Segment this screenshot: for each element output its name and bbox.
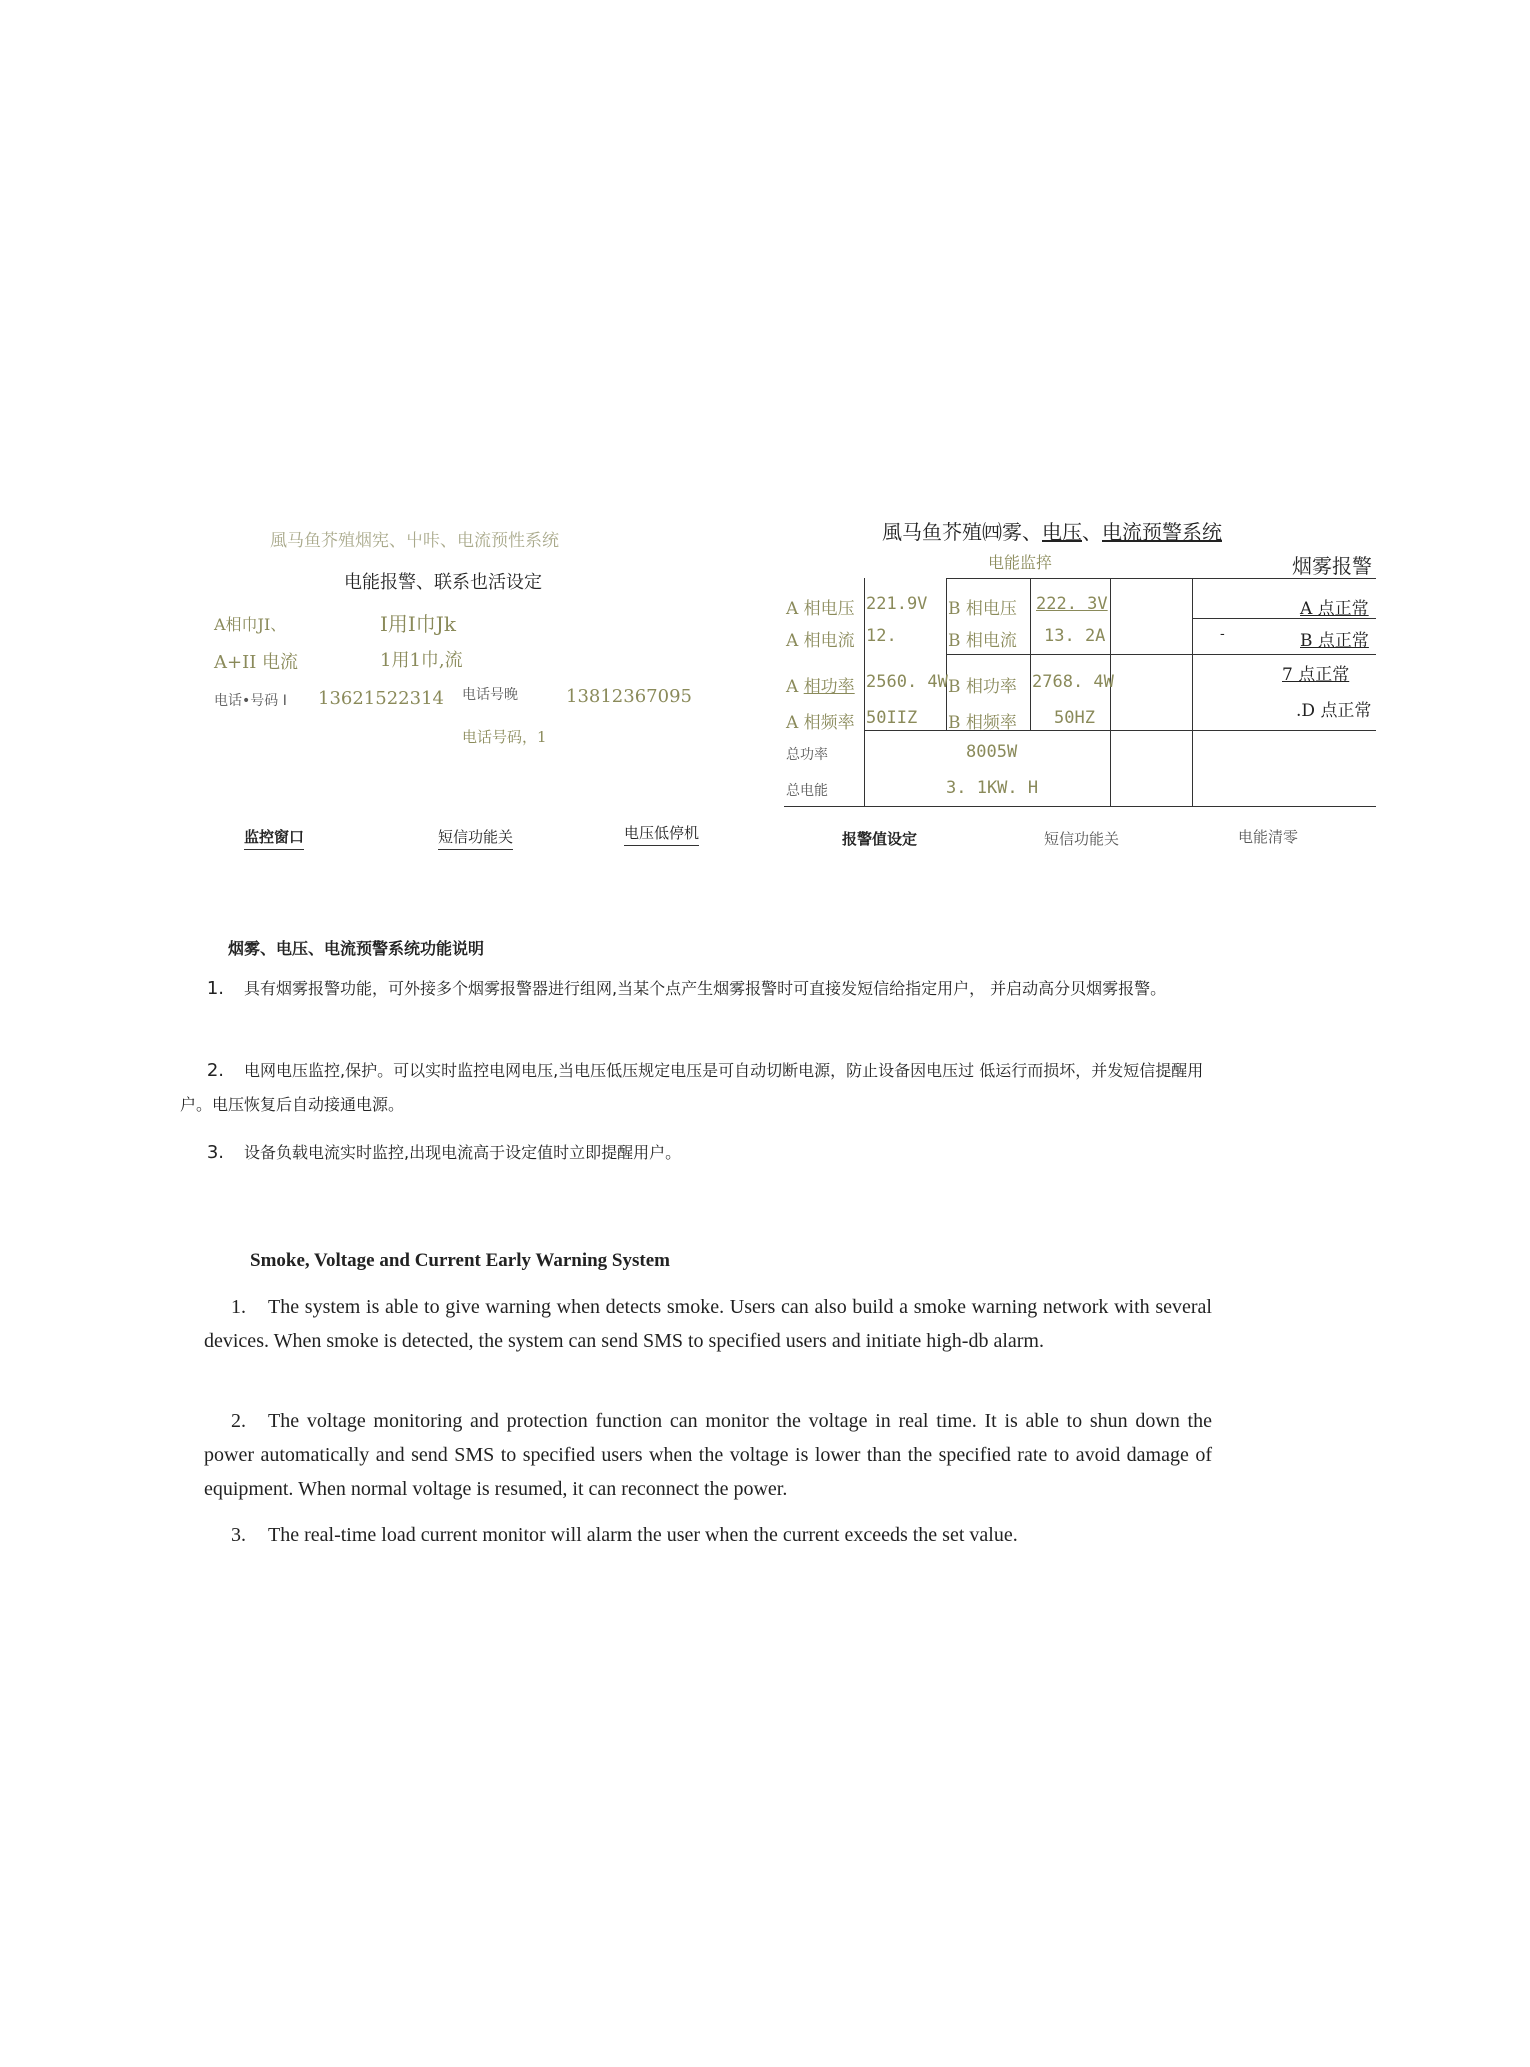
a-frequency-label: A 相频率 bbox=[786, 713, 855, 733]
en-p2-num: 2. bbox=[231, 1410, 246, 1432]
en-paragraph-2 bbox=[204, 1404, 1212, 1506]
alarm-value-setting-button[interactable]: 报警值设定 bbox=[842, 830, 918, 848]
en-p3-num: 3. bbox=[231, 1524, 246, 1546]
low-voltage-shutdown-button[interactable]: 电压低停机 bbox=[624, 822, 699, 846]
grid-line bbox=[1192, 578, 1193, 806]
en-p3-text: The real-time load current monitor will alarm the user when the current exceeds the set value. bbox=[268, 1524, 1018, 1546]
zh-heading: 烟雾、电压、电流预警系统功能说明 bbox=[228, 939, 485, 958]
total-energy-label: 总电能 bbox=[786, 783, 828, 799]
total-energy-value: 3. 1KW. H bbox=[946, 778, 1039, 798]
phone2-value[interactable]: 13812367095 bbox=[566, 686, 692, 707]
a-voltage-label: A 相电压 bbox=[786, 599, 855, 619]
title-prefix: 風马鱼芥殖㈣雾、 bbox=[882, 520, 1042, 544]
grid-line bbox=[784, 806, 1376, 807]
zh-paragraph-2 bbox=[180, 1054, 1214, 1122]
monitor-window-button[interactable]: 监控窗口 bbox=[244, 826, 304, 850]
grid-line bbox=[946, 578, 1376, 579]
total-power-label: 总功率 bbox=[786, 747, 828, 763]
zh-p3-num: 3. bbox=[206, 1142, 224, 1163]
b-voltage-label: B 相电压 bbox=[948, 599, 1017, 619]
grid-line bbox=[864, 730, 1376, 731]
a-power-label-text: 相功率 bbox=[803, 677, 855, 697]
phone3-label: 电话号码，1 bbox=[462, 728, 547, 746]
b-current-label: B 相电流 bbox=[948, 631, 1017, 651]
en-paragraph-1 bbox=[204, 1290, 1212, 1358]
point-d-status: .D 点正常 bbox=[1296, 701, 1372, 721]
b-current-value: 13. 2A bbox=[1044, 626, 1106, 646]
grid-line bbox=[864, 578, 865, 806]
power-monitor-label: 电能监捽 bbox=[988, 553, 1053, 572]
phone1-label: 电话•号码 I bbox=[214, 693, 287, 709]
en-p1-num: 1. bbox=[231, 1296, 246, 1318]
zh-paragraph-1 bbox=[180, 972, 1214, 1006]
left-panel-subtitle: 电能报警、联系也活设定 bbox=[344, 572, 542, 593]
title-suffix: 电流预警系统 bbox=[1102, 520, 1222, 544]
b-power-value: 2768. 4W bbox=[1032, 672, 1114, 692]
sms-function-off-button[interactable]: 短信功能关 bbox=[438, 826, 513, 850]
point-a-status: A 点正常 bbox=[1300, 599, 1369, 619]
zh-p2-num: 2. bbox=[206, 1060, 224, 1081]
zh-p3-text: 设备负载电流实时监控,出现电流高于设定值时立即提醒用户。 bbox=[244, 1143, 682, 1162]
a-power-label bbox=[786, 672, 855, 697]
a-frequency-value: 50IIZ bbox=[866, 708, 918, 728]
a-phase-voltage-label: A相巾JI、 bbox=[214, 615, 287, 634]
a-phase-current-label: A+II 电流 bbox=[214, 652, 299, 673]
zh-p1-text: 具有烟雾报警功能，可外接多个烟雾报警器进行组网,当某个点产生烟雾报警时可直接发短信给指定用户， 并启动高分贝烟雾报警。 bbox=[244, 979, 1167, 998]
phone1-value[interactable]: 13621522314 bbox=[318, 688, 444, 709]
grid-line bbox=[946, 654, 1376, 655]
point-c-status: 7 点正常 bbox=[1282, 665, 1350, 685]
point-b-status: B 点正常 bbox=[1300, 631, 1369, 651]
left-panel-title: 風马鱼芥殖烟宪、屮咔、电流预性系统 bbox=[270, 531, 559, 551]
phone2-label: 电话号晚 bbox=[462, 687, 518, 703]
b-frequency-label: B 相频率 bbox=[948, 713, 1017, 733]
en-heading: Smoke, Voltage and Current Early Warning System bbox=[250, 1250, 670, 1271]
energy-reset-button[interactable]: 电能清零 bbox=[1238, 828, 1299, 846]
a-phase-voltage-setting[interactable]: I用I巾Jk bbox=[380, 612, 456, 636]
en-paragraph-3 bbox=[204, 1518, 1212, 1552]
en-p2-text: The voltage monitoring and protection function can monitor the voltage in real time. It is able to shun down the power automatically and send SMS to specified users when the voltage is lower than the specified rate to avoid damage of equipment. When normal voltage is resumed, it can reconnect the power. bbox=[204, 1410, 1212, 1500]
zh-paragraph-3 bbox=[180, 1136, 1214, 1170]
zh-p2-text: 电网电压监控,保护。可以实时监控电网电压,当电压低压规定电压是可自动切断电源，防止设备因电压过 低运行而损坏，并发短信提醒用户。电压恢复后自动接通电源。 bbox=[180, 1061, 1204, 1114]
title-voltage: 电压 bbox=[1042, 520, 1082, 544]
a-current-label: A 相电流 bbox=[786, 631, 855, 651]
total-power-value: 8005W bbox=[966, 742, 1018, 762]
b-voltage-value: 222. 3V bbox=[1036, 594, 1108, 614]
dash-mark: - bbox=[1220, 626, 1225, 642]
right-panel-title bbox=[882, 516, 1222, 545]
a-current-value: 12. bbox=[866, 626, 897, 646]
b-power-label: B 相功率 bbox=[948, 677, 1017, 697]
sms-function-off-button-right[interactable]: 短信功能关 bbox=[1044, 830, 1120, 848]
grid-line bbox=[1110, 578, 1111, 806]
a-power-value: 2560. 4W bbox=[866, 672, 948, 692]
smoke-alarm-label: 烟雾报警 bbox=[1292, 554, 1372, 578]
title-sep: 、 bbox=[1082, 520, 1102, 544]
zh-p1-num: 1. bbox=[206, 978, 224, 999]
a-power-label-prefix: A bbox=[786, 677, 804, 697]
en-p1-text: The system is able to give warning when detects smoke. Users can also build a smoke warning network with several devices. When smoke is detected, the system can send SMS to specified users and initiate high-db alarm. bbox=[204, 1296, 1212, 1352]
b-frequency-value: 50HZ bbox=[1054, 708, 1095, 728]
a-voltage-value: 221.9V bbox=[866, 594, 928, 614]
a-phase-current-setting[interactable]: 1用1巾,流 bbox=[380, 650, 463, 671]
